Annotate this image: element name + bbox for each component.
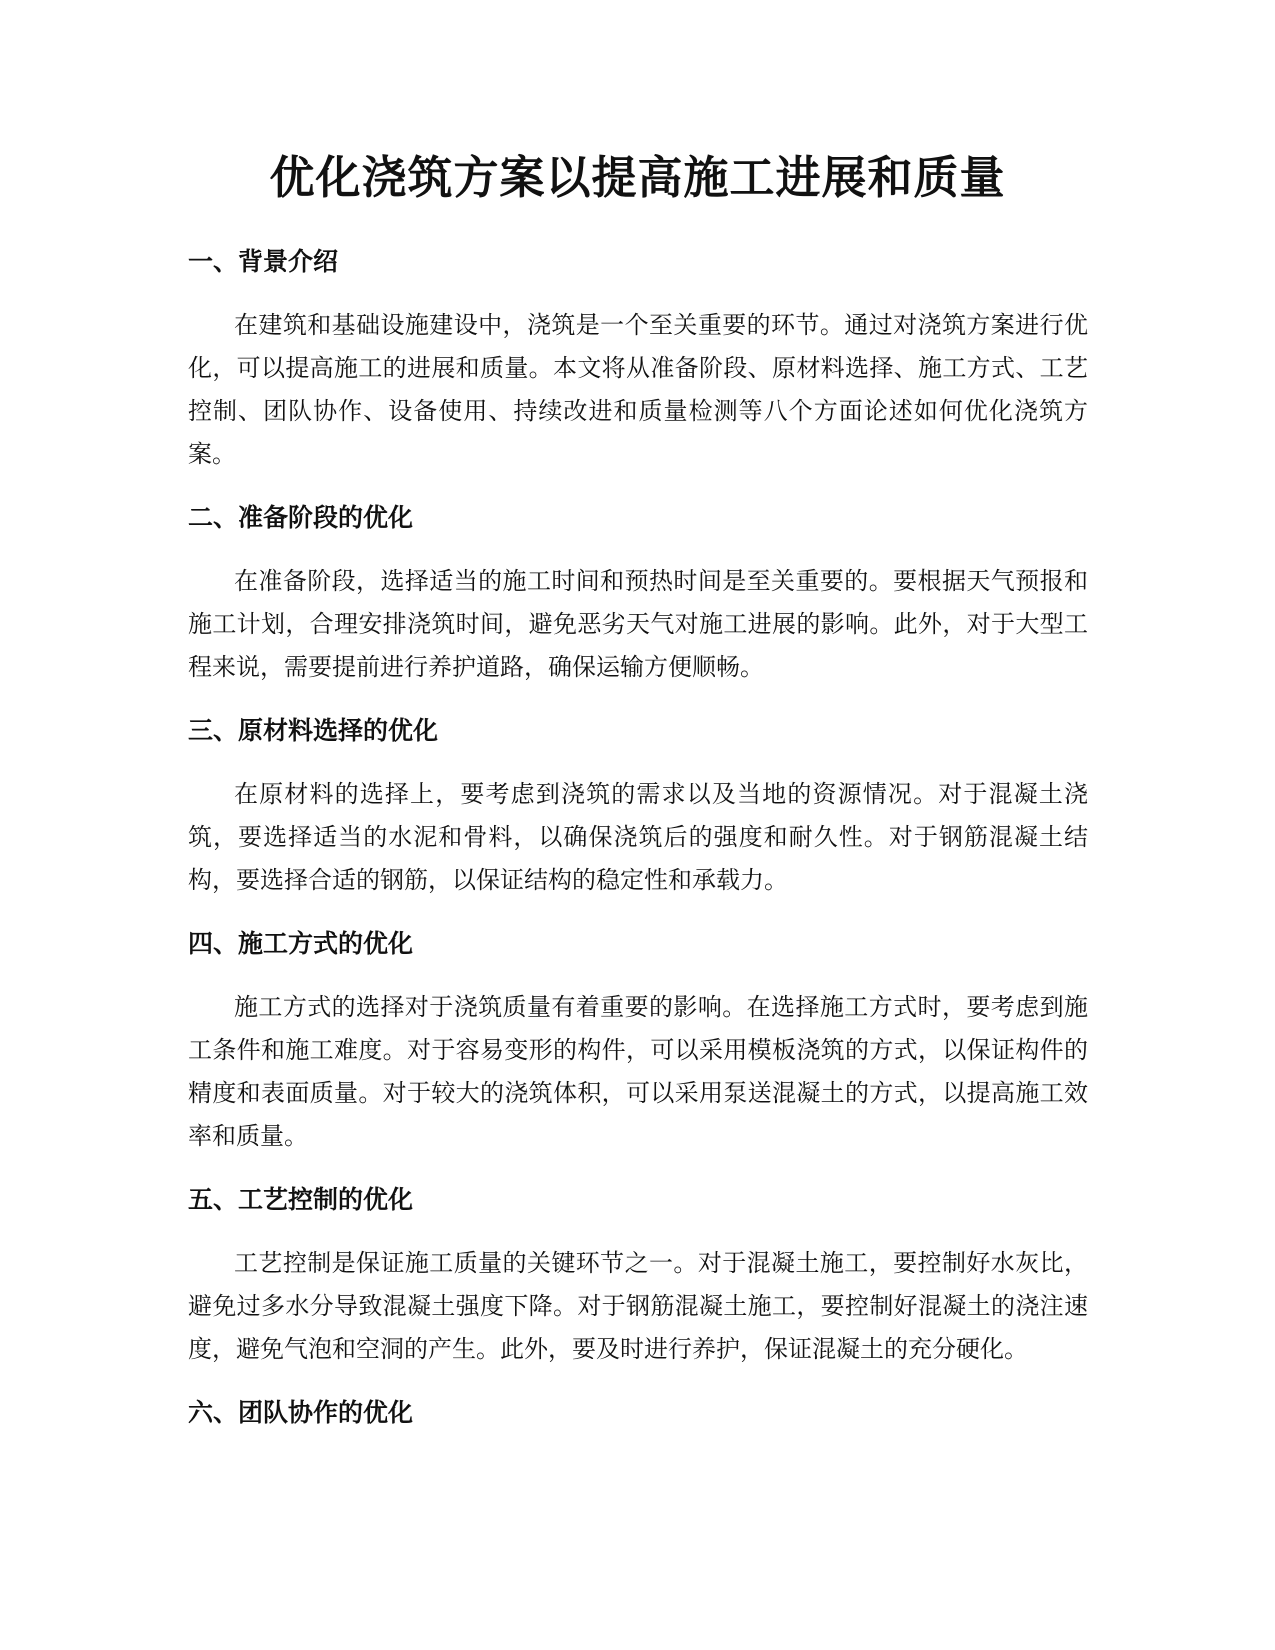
document-title: 优化浇筑方案以提高施工进展和质量 <box>269 151 1006 204</box>
section-paragraph-background: 在建筑和基础设施建设中，浇筑是一个至关重要的环节。通过对浇筑方案进行优化，可以提高施工的进展和质量。本文将从准备阶段、原材料选择、施工方式、工艺控制、团队协作、设备使用、持续改进和质量检测等八个方面论述如何优化浇筑方案。 <box>188 311 1088 468</box>
section-heading-construction-method: 四、施工方式的优化 <box>188 929 414 958</box>
document-body <box>188 242 1088 1455</box>
section-heading-process-control: 五、工艺控制的优化 <box>188 1185 414 1214</box>
section-heading-background: 一、背景介绍 <box>188 247 339 276</box>
section-heading-preparation: 二、准备阶段的优化 <box>188 503 414 532</box>
section-paragraph-preparation: 在准备阶段，选择适当的施工时间和预热时间是至关重要的。要根据天气预报和施工计划，合理安排浇筑时间，避免恶劣天气对施工进展的影响。此外，对于大型工程来说，需要提前进行养护道路，确保运输方便顺畅。 <box>188 567 1088 681</box>
section-paragraph-materials: 在原材料的选择上，要考虑到浇筑的需求以及当地的资源情况。对于混凝土浇筑，要选择适当的水泥和骨料，以确保浇筑后的强度和耐久性。对于钢筋混凝土结构，要选择合适的钢筋，以保证结构的稳定性和承载力。 <box>188 780 1088 894</box>
section-paragraph-process-control: 工艺控制是保证施工质量的关键环节之一。对于混凝土施工，要控制好水灰比，避免过多水分导致混凝土强度下降。对于钢筋混凝土施工，要控制好混凝土的浇注速度，避免气泡和空洞的产生。此外，要及时进行养护，保证混凝土的充分硬化。 <box>188 1249 1088 1363</box>
section-heading-materials: 三、原材料选择的优化 <box>188 716 439 745</box>
section-paragraph-construction-method: 施工方式的选择对于浇筑质量有着重要的影响。在选择施工方式时，要考虑到施工条件和施工难度。对于容易变形的构件，可以采用模板浇筑的方式，以保证构件的精度和表面质量。对于较大的浇筑体积，可以采用泵送混凝土的方式，以提高施工效率和质量。 <box>188 993 1088 1150</box>
section-heading-teamwork: 六、团队协作的优化 <box>188 1398 414 1427</box>
